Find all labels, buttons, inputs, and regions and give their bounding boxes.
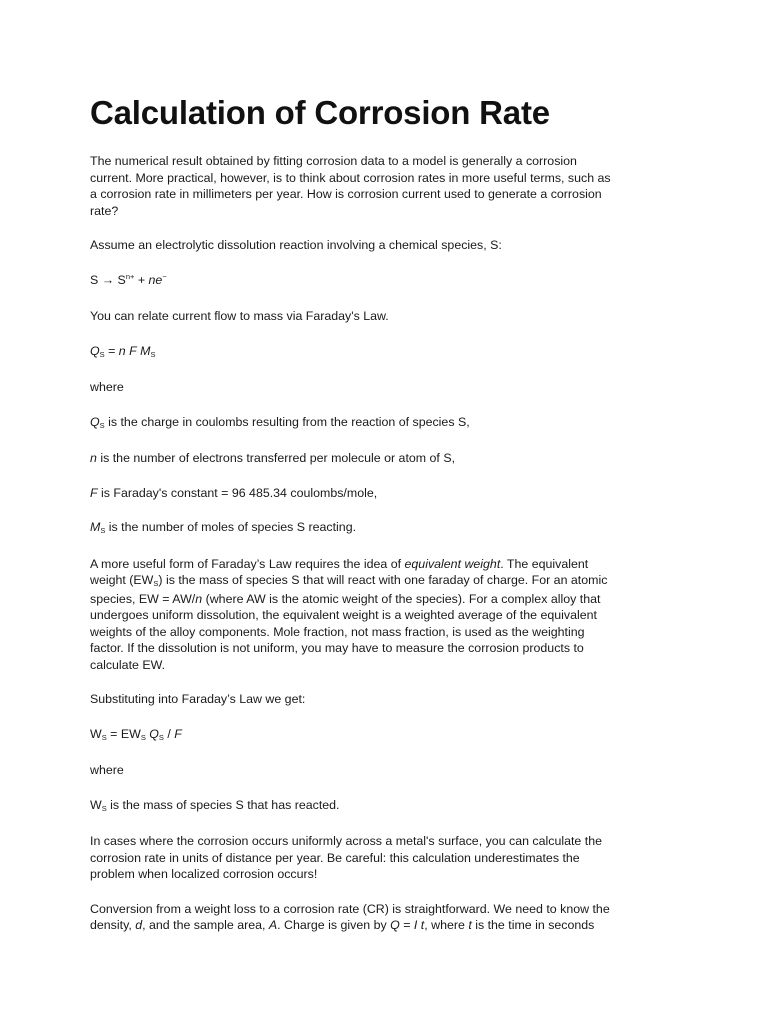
reaction-equation: $S \to S^{n+} + ne^-$: [90, 271, 167, 287]
intro-paragraph: [90, 153, 680, 219]
faraday-equation: QS = n F MS: [90, 343, 156, 359]
faraday-intro: You can relate current flow to mass via Faraday's Law.: [90, 309, 389, 323]
where-label: where: [90, 380, 124, 394]
definition-mass: WS is the mass of species S that has reacted.: [90, 797, 340, 813]
conversion-paragraph: Conversion from a weight loss to a corrosion rate (CR) is straightforward. We need to know the density, d, and the sample area, A. Charge is given by Q = I t, where t is the time in seconds: [90, 901, 610, 932]
definition-faraday-constant: F is Faraday's constant = 96 485.34 coulombs/mole,: [90, 485, 378, 500]
text-line: current. More practical, however, is to think about corrosion rates in more useful terms, such as: [90, 170, 611, 185]
text-line: a corrosion rate in millimeters per year. How is corrosion current used to generate a corrosion: [90, 187, 602, 201]
mass-equation: WS = EWS QS / F: [90, 726, 182, 742]
reaction-intro: Assume an electrolytic dissolution reaction involving a chemical species, S:: [90, 238, 502, 252]
text-line: rate?: [90, 203, 119, 218]
definition-charge: QS is the charge in coulombs resulting from the reaction of species S,: [90, 414, 470, 430]
text-line: The numerical result obtained by fitting corrosion data to a model is generally a corrosion: [90, 154, 577, 168]
substitution-intro: Substituting into Faraday’s Law we get:: [90, 692, 306, 706]
where-label: where: [90, 763, 124, 777]
definition-electrons: n is the number of electrons transferred per molecule or atom of S,: [90, 451, 456, 465]
page-title: Calculation of Corrosion Rate: [90, 94, 550, 131]
equivalent-weight-paragraph: A more useful form of Faraday’s Law requires the idea of equivalent weight. The equivalent weight (EWS) is the mass of species S that will react with one faraday of charge. For an atomic species, EW = AW/n (where AW is the atomic weight of the species). For a complex alloy that undergoes uniform dissolution, the equivalent weight is a weighted average of the equivalent weights of the alloy components. Mole fraction, not mass fraction, is used as the weighting factor. If the dissolution is not uniform, you may have to measure the corrosion products to calculate EW.: [90, 556, 608, 672]
definition-moles: MS is the number of moles of species S reacting.: [90, 520, 357, 535]
document-body: [90, 153, 680, 934]
uniform-corrosion-paragraph: In cases where the corrosion occurs uniformly across a metal's surface, you can calculate the corrosion rate in units of distance per year. Be careful: this calculation underestimates the problem when localized corrosion occurs!: [90, 834, 602, 881]
